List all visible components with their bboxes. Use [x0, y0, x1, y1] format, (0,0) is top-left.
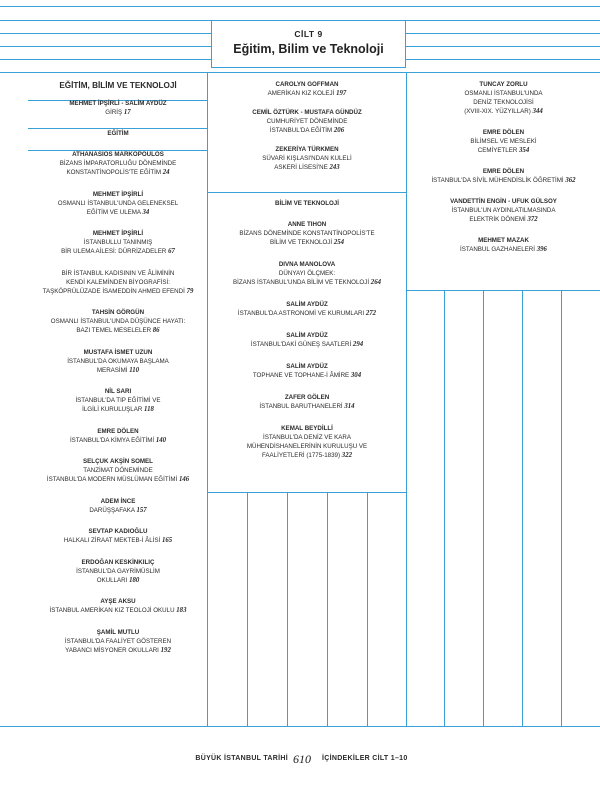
toc-entry: [407, 128, 600, 155]
toc-entry-title-line: OSMANLI İSTANBUL'UNDA DÜŞÜNCE HAYATI:: [50, 318, 186, 325]
column-1: [28, 80, 208, 667]
toc-entry-title-line: HALKALI ZİRAAT MEKTEB-İ ÂLİSİ 165: [63, 537, 173, 544]
toc-entry-page-number: 86: [152, 327, 160, 334]
toc-entry-page-number: 354: [519, 147, 530, 154]
toc-entry-author: KEMAL BEYDİLLİ: [281, 425, 333, 432]
toc-entry-page-number: 118: [144, 406, 154, 413]
toc-entry-title-line: İSTANBUL'DA EĞİTİM 206: [269, 127, 345, 134]
toc-entry: [407, 236, 600, 254]
toc-entry: [28, 308, 208, 335]
toc-entry-title-line: İSTANBUL'DA ASTRONOMİ VE KURUMLARI 272: [237, 310, 377, 317]
toc-entry-page-number: 294: [352, 341, 364, 348]
toc-entry-title-line: İSTANBULLU TANINMIŞ: [83, 239, 153, 246]
toc-entry-title-line: OKULLARI 180: [96, 576, 140, 584]
toc-entry-author: CEMİL ÖZTÜRK - MUSTAFA GÜNDÜZ: [252, 109, 362, 116]
toc-entry-title-line: KONSTANTİNOPOLİS'TE EĞİTİM 24: [66, 169, 170, 176]
toc-entry: [28, 597, 208, 615]
toc-entry-title-line: İLGİLİ KURULUŞLAR 118: [82, 406, 154, 413]
toc-entry-page-number: 110: [129, 366, 140, 374]
toc-entry-title-line: KENDİ KALEMİNDEN BİYOGRAFİSİ:: [66, 278, 170, 286]
toc-entry-title-line: BAZI TEMEL MESELELER 86: [76, 327, 160, 334]
toc-entry-page-number: 243: [329, 164, 340, 171]
toc-entry-title-line: TAŞKÖPRÜLÜZADE İSAMEDDİN AHMED EFENDİ 79: [42, 287, 194, 295]
toc-entry: [28, 497, 208, 515]
toc-entry-page-number: 180: [129, 576, 140, 584]
section-heading-bilim: BİLİM VE TEKNOLOJİ: [275, 200, 339, 207]
toc-entry-title-line: BİZANS İMPARATORLUĞU DÖNEMİNDE: [59, 160, 177, 167]
toc-entry-page-number: 34: [142, 208, 150, 216]
toc-entry: [28, 387, 208, 414]
toc-entry-title-line: İSTANBUL'DA KİMYA EĞİTİMİ 140: [69, 436, 167, 444]
volume-title-box: [211, 20, 406, 68]
toc-entry-page-number: 344: [532, 108, 543, 115]
toc-entry-page-number: 24: [162, 169, 170, 176]
toc-entry-title-line: BİR İSTANBUL KADISININ VE ÂLİMİNİN: [61, 269, 175, 277]
toc-entry-page-number: 304: [350, 372, 362, 379]
toc-entry-author: ZAFER GÖLEN: [284, 394, 330, 401]
section-heading-egitim: EĞİTİM: [107, 130, 129, 137]
toc-entry-page-number: 314: [344, 403, 355, 410]
toc-entry-title-line: İSTANBUL'DA GAYRİMÜSLİM: [76, 567, 160, 575]
toc-entry-title-line: İSTANBUL'DA MODERN MÜSLÜMAN EĞİTİMİ 146: [46, 476, 190, 483]
toc-entry-title-line: (XVIII-XIX. YÜZYILLAR) 344: [464, 108, 543, 115]
toc-entry-title-line: BİZANS İSTANBUL'UNDA BİLİM VE TEKNOLOJİ 264: [232, 279, 381, 286]
toc-entry-author: SEVTAP KADIOĞLU: [88, 528, 148, 535]
toc-entry-title-line: İSTANBUL BARUTHANELERİ 314: [259, 403, 355, 410]
toc-entry-page-number: 322: [341, 452, 352, 459]
footer-page-number: 610: [293, 752, 311, 766]
toc-entry-title-line: İSTANBUL'DA OKUMAYA BAŞLAMA: [67, 357, 169, 365]
toc-entry-title-line: BİLİM VE TEKNOLOJİ 254: [269, 239, 345, 246]
toc-entry-title-line: İSTANBUL'DA DENİZ VE KARA: [262, 434, 352, 441]
toc-entry-title-line: İSTANBUL'DA TIP EĞİTİMİ VE: [75, 397, 161, 404]
toc-entry: [28, 150, 208, 177]
toc-entry-title-line: İSTANBUL'UN AYDINLATILMASINDA: [451, 207, 556, 214]
toc-entry-author: MEHMET İPŞİRLİ - SALİM AYDÜZ: [69, 100, 167, 107]
toc-entry-author: CAROLYN GOFFMAN: [275, 81, 339, 88]
footer-book-title: BÜYÜK İSTANBUL TARİHİ: [195, 755, 288, 762]
toc-entry-author: ZEKERİYA TÜRKMEN: [275, 146, 339, 153]
toc-entry-page-number: 17: [123, 109, 131, 116]
toc-entry-author: ERDOĞAN KESKİNKILIÇ: [81, 558, 155, 566]
toc-entry: [208, 145, 406, 172]
toc-entry-author: ŞAMİL MUTLU: [96, 628, 140, 636]
toc-entry-page-number: 206: [333, 127, 345, 134]
column-2-science: [208, 199, 406, 473]
toc-entry: [407, 197, 600, 224]
toc-entry-title-line: OSMANLI İSTANBUL'UNDA GELENEKSEL: [57, 199, 179, 207]
toc-entry-title-line: DÜNYAYI ÖLÇMEK:: [278, 270, 336, 277]
toc-entry: [28, 190, 208, 217]
toc-entry-page-number: 254: [333, 239, 345, 246]
toc-entry-title-line: TOPHANE VE TOPHANE-İ ÂMİRE 304: [252, 372, 362, 379]
toc-entry: [28, 457, 208, 484]
volume-title: Eğitim, Bilim ve Teknoloji: [233, 42, 384, 56]
toc-entry-author: DIVNA MANOLOVA: [278, 261, 336, 268]
toc-entry: [28, 99, 208, 117]
toc-entry-author: SALİM AYDÜZ: [286, 301, 328, 308]
toc-entry-author: AYŞE AKSU: [100, 598, 136, 605]
toc-entry-page-number: 183: [176, 607, 187, 614]
toc-entry: [208, 393, 406, 411]
toc-entry-title-line: EĞİTİM VE ULEMA 34: [86, 208, 150, 216]
toc-entry-title-line: İSTANBUL AMERİKAN KIZ TEOLOJİ OKULU 183: [49, 607, 187, 614]
toc-entry-author: MEHMET İPŞİRLİ: [92, 190, 144, 198]
toc-entry-page-number: 272: [365, 310, 377, 317]
toc-entry-page-number: 157: [136, 506, 147, 514]
toc-entry-author: ANNE TIHON: [287, 221, 327, 228]
toc-entry-page-number: 67: [168, 248, 175, 255]
toc-entry-author: ATHANASIOS MARKOPOULOS: [72, 151, 164, 158]
toc-entry-title-line: BİLİMSEL VE MESLEKİ: [470, 138, 537, 145]
column-3: [407, 80, 600, 266]
toc-entry-page-number: 362: [565, 177, 576, 184]
toc-entry-author: EMRE DÖLEN: [482, 168, 525, 175]
toc-entry: [208, 108, 406, 135]
toc-entry-title-line: MÜHENDİSHANELERİNİN KURULUŞU VE: [246, 443, 368, 450]
toc-entry: [208, 300, 406, 318]
toc-entry: [208, 220, 406, 247]
toc-entry: [28, 348, 208, 375]
column-1-heading: EĞİTİM, BİLİM VE TEKNOLOJİ: [59, 81, 177, 90]
toc-entry-author: MEHMET MAZAK: [478, 237, 529, 244]
volume-number: CİLT 9: [294, 29, 323, 39]
column-2: [208, 80, 406, 182]
toc-entry: [28, 229, 208, 256]
toc-entry: [407, 167, 600, 185]
toc-entry: [208, 362, 406, 380]
toc-entry: [208, 260, 406, 287]
toc-entry-page-number: 79: [186, 287, 194, 295]
toc-entry-author: EMRE DÖLEN: [97, 427, 139, 435]
toc-entry-title-line: ELEKTRİK DÖNEMİ 372: [469, 216, 538, 223]
toc-entry-page-number: 197: [336, 90, 347, 97]
toc-entry-author: ADEM İNCE: [100, 497, 136, 505]
toc-entry-author: TAHSİN GÖRGÜN: [91, 309, 145, 316]
toc-entry-title-line: DENİZ TEKNOLOJİSİ: [473, 99, 534, 106]
toc-entry-page-number: 146: [178, 476, 190, 483]
toc-entry-title-line: SÜVARİ KIŞLASI'NDAN KULELİ: [262, 155, 352, 162]
toc-entry-title-line: FAALİYETLERİ (1775-1839) 322: [261, 452, 352, 459]
toc-entry-title-line: ASKERİ LİSESİ'NE 243: [274, 164, 340, 171]
toc-entry-page-number: 372: [527, 216, 538, 223]
toc-entry: [208, 424, 406, 460]
toc-entry-author: MUSTAFA İSMET UZUN: [83, 348, 153, 356]
toc-entry: [28, 558, 208, 585]
toc-entry: [28, 269, 208, 296]
toc-entry-page-number: 140: [155, 436, 167, 444]
toc-entry-author: SALİM AYDÜZ: [286, 363, 328, 370]
toc-entry-author: TUNCAY ZORLU: [479, 81, 528, 88]
toc-entry-title-line: GİRİŞ 17: [105, 109, 131, 116]
toc-entry-title-line: İSTANBUL'DA SİVİL MÜHENDİSLİK ÖĞRETİMİ 362: [431, 177, 576, 184]
toc-entry: [28, 527, 208, 545]
toc-entry-author: VANDETTİN ENGİN - UFUK GÜLSOY: [450, 198, 557, 205]
toc-entry: [407, 80, 600, 116]
toc-entry: [28, 427, 208, 445]
toc-entry-author: SALİM AYDÜZ: [286, 332, 328, 339]
toc-entry-page-number: 192: [160, 646, 171, 654]
footer-section-title: İÇİNDEKİLER CİLT 1–10: [322, 755, 408, 762]
toc-entry-title-line: TANZİMAT DÖNEMİNDE: [83, 467, 153, 474]
toc-entry-author: MEHMET İPŞİRLİ: [92, 230, 144, 237]
toc-entry-title-line: DARÜŞŞAFAKA 157: [89, 506, 147, 514]
toc-entry-author: NİL SARI: [104, 388, 132, 395]
toc-entry-title-line: CUMHURİYET DÖNEMİNDE: [266, 118, 348, 125]
toc-entry: [28, 628, 208, 655]
page-footer: [0, 752, 600, 768]
toc-entry-title-line: OSMANLI İSTANBUL'UNDA: [464, 90, 543, 97]
toc-entry-title-line: AMERİKAN KIZ KOLEJİ 197: [267, 90, 347, 97]
toc-entry: [208, 331, 406, 349]
toc-entry-title-line: BİZANS DÖNEMİNDE KONSTANTİNOPOLİS'TE: [239, 230, 375, 237]
toc-entry-title-line: CEMİYETLER 354: [477, 147, 530, 154]
toc-entry-author: SELÇUK AKŞİN SOMEL: [83, 458, 153, 465]
toc-entry-page-number: 165: [161, 537, 173, 544]
toc-entry-title-line: İSTANBUL'DA FAALİYET GÖSTEREN: [64, 637, 172, 645]
toc-entry-title-line: MERASİMİ 110: [96, 366, 140, 374]
toc-entry-page-number: 396: [536, 246, 547, 253]
toc-entry-title-line: YABANCI MİSYONER OKULLARI 192: [65, 646, 171, 654]
toc-entry-author: EMRE DÖLEN: [482, 129, 525, 136]
toc-entry-page-number: 264: [370, 279, 381, 286]
toc-entry-title-line: BİR ULEMA AİLESİ: DÜRRİZADELER 67: [61, 248, 175, 255]
toc-entry-title-line: İSTANBUL GAZHANELERİ 396: [460, 246, 547, 253]
toc-entry-title-line: İSTANBUL'DAKİ GÜNEŞ SAATLERİ 294: [250, 341, 364, 348]
toc-entry: [208, 80, 406, 98]
